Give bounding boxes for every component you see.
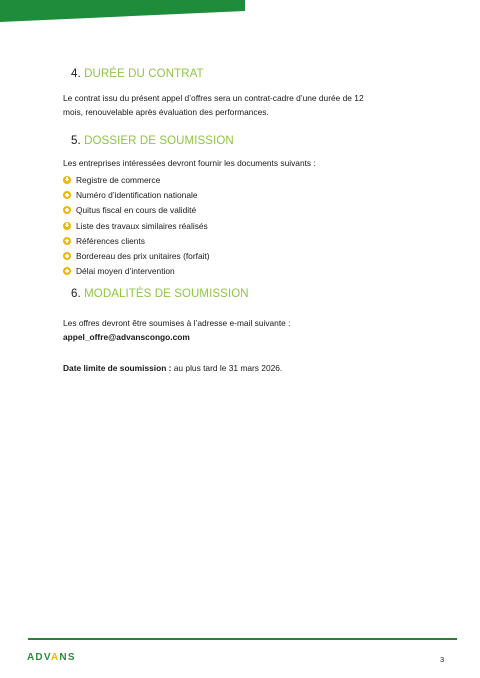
modalites-block xyxy=(63,316,438,344)
section-heading-modalites xyxy=(71,288,249,300)
list-item: Liste des travaux similaires réalisés xyxy=(63,218,210,233)
deadline-value: au plus tard le 31 mars 2026. xyxy=(171,363,283,373)
plus-circle-icon xyxy=(63,191,71,199)
section-title: DOSSIER DE SOUMISSION xyxy=(84,135,234,147)
plus-circle-icon xyxy=(63,252,71,260)
plus-circle-icon xyxy=(63,176,71,184)
section-number: 4. xyxy=(71,68,81,80)
plus-circle-icon xyxy=(63,222,71,230)
header-green-bar xyxy=(0,0,480,22)
section-title: MODALITÉS DE SOUMISSION xyxy=(84,288,249,300)
section-number: 5. xyxy=(71,135,81,147)
dossier-intro: Les entreprises intéressées devront fournir les documents suivants : xyxy=(63,158,316,168)
deadline-line xyxy=(63,361,438,375)
footer-divider xyxy=(28,638,457,640)
deadline-label: Date limite de soumission : xyxy=(63,363,172,373)
section-title: DURÉE DU CONTRAT xyxy=(84,68,204,80)
plus-circle-icon xyxy=(63,206,71,214)
advans-logo: ADVANS xyxy=(27,652,76,663)
contract-line-2: mois, renouvelable après évaluation des performances. xyxy=(63,107,269,117)
plus-circle-icon xyxy=(63,267,71,275)
list-item: Quitus fiscal en cours de validité xyxy=(63,203,210,218)
list-item: Références clients xyxy=(63,233,210,248)
section-number: 6. xyxy=(71,288,81,300)
list-item: Registre de commerce xyxy=(63,172,210,187)
page-number: 3 xyxy=(440,655,445,664)
contract-line-1: Le contrat issu du présent appel d’offres sera un contrat-cadre d’une durée de 12 xyxy=(63,93,364,103)
modalites-intro: Les offres devront être soumises à l’adresse e-mail suivante : xyxy=(63,318,291,328)
section-heading-duree xyxy=(71,68,204,80)
list-item: Bordereau des prix unitaires (forfait) xyxy=(63,248,210,263)
document-list xyxy=(63,172,210,279)
section-heading-dossier xyxy=(71,135,234,147)
list-item: Délai moyen d’intervention xyxy=(63,264,210,279)
plus-circle-icon xyxy=(63,237,71,245)
contract-paragraph xyxy=(63,91,438,119)
submission-email[interactable]: appel_offre@advanscongo.com xyxy=(63,332,190,342)
list-item: Numéro d’identification nationale xyxy=(63,187,210,202)
